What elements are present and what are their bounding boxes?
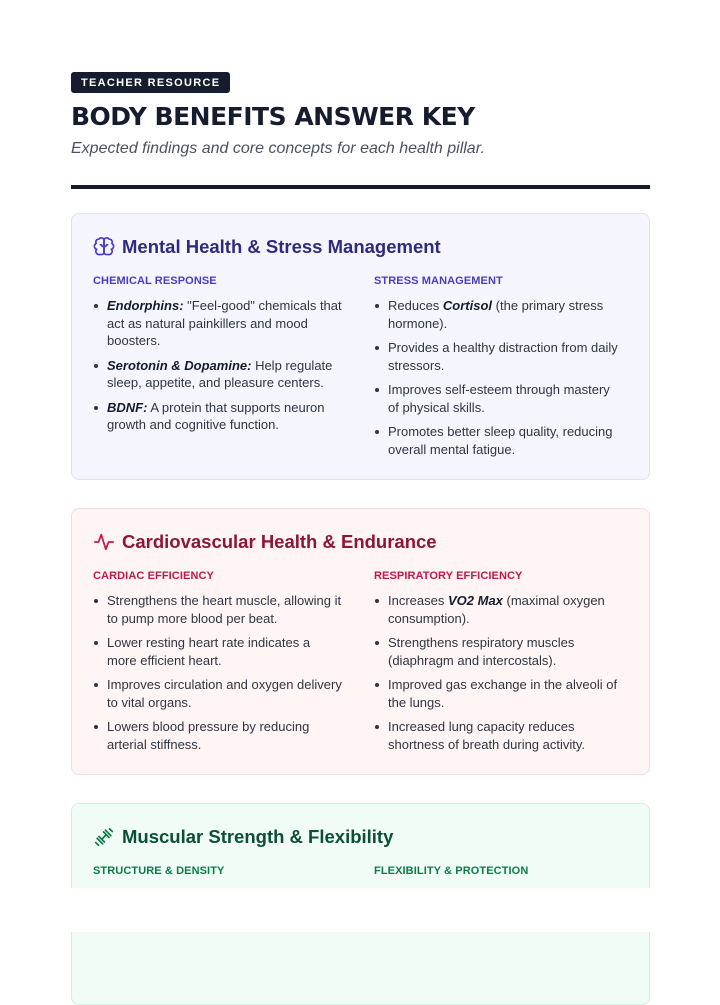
brain-icon (93, 236, 115, 258)
list-item: Endorphins: "Feel-good" chemicals that act as natural painkillers and mood boosters. (93, 297, 343, 350)
heartbeat-icon (93, 531, 115, 553)
page-bottom-edge (0, 888, 720, 932)
list-item: Reduces Cortisol (the primary stress hormone). (374, 297, 624, 332)
list-item: Strengthens respiratory muscles (diaphragm and intercostals). (374, 634, 624, 669)
list-item: Promotes better sleep quality, reducing overall mental fatigue. (374, 423, 624, 458)
list-item: Strengthens the heart muscle, allowing it to pump more blood per beat. (93, 592, 343, 627)
dumbbell-icon (93, 826, 115, 848)
list-item: Improves circulation and oxygen delivery to vital organs. (93, 676, 343, 711)
mental-health-card (71, 213, 650, 480)
list-item: Improves self-esteem through mastery of physical skills. (374, 381, 624, 416)
card-header (93, 236, 441, 258)
bullet-list (93, 592, 343, 753)
header-divider (71, 185, 650, 189)
chemical-response-column (93, 275, 343, 441)
list-item: Lower resting heart rate indicates a more efficient heart. (93, 634, 343, 669)
column-heading: STRUCTURE & DENSITY (93, 865, 225, 877)
list-item: Increased lung capacity reduces shortness of breath during activity. (374, 718, 624, 753)
card-header (93, 531, 437, 553)
list-item: Increases VO2 Max (maximal oxygen consumption). (374, 592, 624, 627)
cardiac-efficiency-column (93, 570, 343, 760)
page-title: BODY BENEFITS ANSWER KEY (71, 102, 475, 131)
column-heading: STRESS MANAGEMENT (374, 275, 503, 287)
cardiovascular-card (71, 508, 650, 775)
list-item: Provides a healthy distraction from daily stressors. (374, 339, 624, 374)
column-heading: CHEMICAL RESPONSE (93, 275, 217, 287)
column-heading: FLEXIBILITY & PROTECTION (374, 865, 529, 877)
card-title: Cardiovascular Health & Endurance (122, 531, 437, 552)
column-heading: RESPIRATORY EFFICIENCY (374, 570, 523, 582)
list-item: Serotonin & Dopamine: Help regulate sleep, appetite, and pleasure centers. (93, 357, 343, 392)
flexibility-protection-column (374, 865, 624, 878)
list-item: BDNF: A protein that supports neuron growth and cognitive function. (93, 399, 343, 434)
respiratory-efficiency-column (374, 570, 624, 760)
card-title: Mental Health & Stress Management (122, 236, 441, 257)
page-subtitle: Expected findings and core concepts for each health pillar. (71, 140, 485, 157)
bullet-list (93, 297, 343, 434)
list-item: Improved gas exchange in the alveoli of the lungs. (374, 676, 624, 711)
card-header (93, 826, 393, 848)
bullet-list (374, 592, 624, 753)
structure-density-column (93, 865, 343, 878)
page-header (71, 72, 650, 189)
column-heading: CARDIAC EFFICIENCY (93, 570, 214, 582)
teacher-resource-badge: TEACHER RESOURCE (71, 72, 230, 93)
stress-management-column (374, 275, 624, 465)
list-item: Lowers blood pressure by reducing arterial stiffness. (93, 718, 343, 753)
bullet-list (374, 297, 624, 458)
card-title: Muscular Strength & Flexibility (122, 826, 394, 847)
